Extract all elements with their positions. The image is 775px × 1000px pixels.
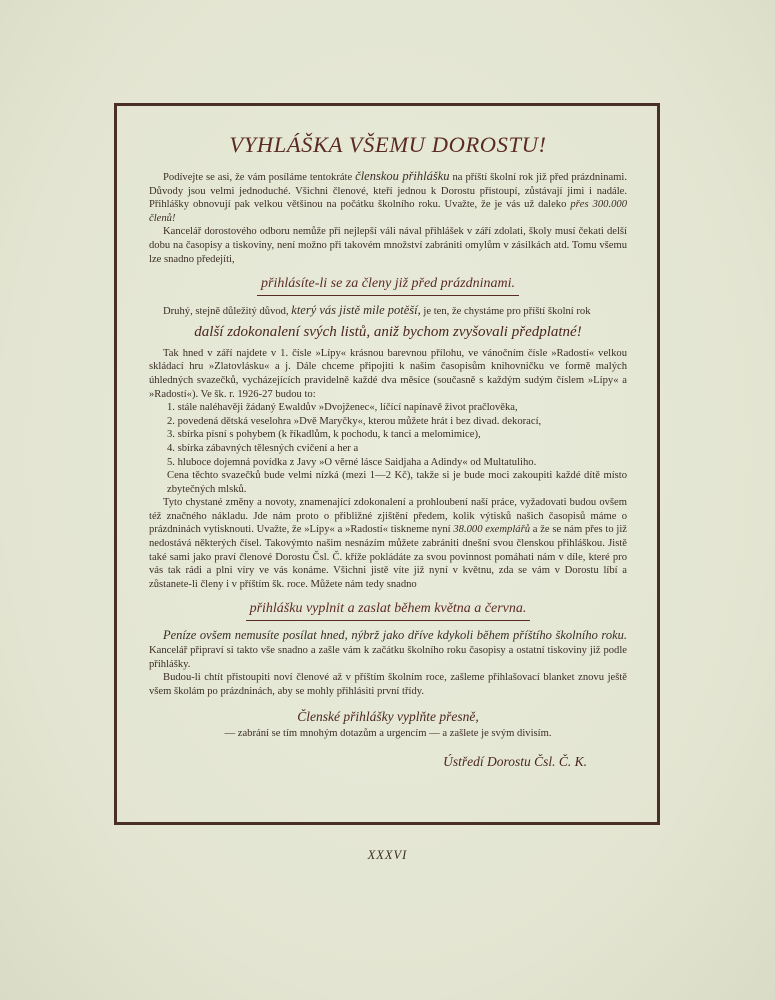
slogan-fill-and-send [149, 600, 627, 621]
slogan-3-text: přihlášku vyplnit a zaslat během května a června. [246, 600, 531, 621]
list-item: 5. hluboce dojemná povídka z Javy »O věrné lásce Saidjaha a Adindy« od Multatuliho. [167, 456, 537, 468]
paragraph-2: Kancelář dorostového odboru nemůže při nejlepší váli nával přihlášek v září zdolati, školy musí čekati delší dobu na časopisy a tiskoviny, není možno při takovém množství zabrániti omylům v zásilkách atd. Tomu všemu lze snadno předejíti, [149, 226, 627, 265]
list-item: 2. povedená dětská veselohra »Dvě Maryčky«, kterou můžete hrát i bez divad. dekorací, [167, 415, 542, 427]
paragraph-8: Budou-li chtít přistoupiti noví členové až v příštím školním roce, zašleme přihlašovací blanket znovu ještě všem školám po prázdninách, aby se mohly přihlásiti první třídy. [149, 672, 627, 697]
paragraph-6-a: Tyto chystané změny a novoty, znamenající zdokonalení a prohloubení naší práce, vyžadovati budou ovšem též značného nákladu. Jde nám proto o přibližné zjištění předem, kolik výtisků našich časopisů máme o prázdninách vytisknouti. Uvažte, že »Lípy« a »Radostí« tiskneme nyní [149, 497, 627, 536]
pleasant-reason-emphasis: který vás jistě mile potěší, [291, 303, 421, 318]
notice-body [149, 170, 627, 770]
paragraph-3-a: Druhý, stejně důležitý důvod, [163, 306, 292, 318]
notice-frame [114, 103, 660, 825]
slogan-1-text: přihlásíte-li se za členy již před prázdninami. [257, 275, 519, 296]
paragraph-3-c: je ten, že chystáme pro příští školní rok [420, 306, 591, 318]
notice-title: VYHLÁŠKA VŠEMU DOROSTU! [229, 132, 547, 157]
payment-emphasis: Peníze ovšem nemusíte posílat hned, nýbrž jako dříve kdykoli během příštího školního roku. [163, 628, 627, 643]
member-application-emphasis: členskou přihlášku [355, 169, 450, 183]
paragraph-1-c: na příští školní rok již před prázdninami. Důvody jsou velmi jednoduché. Všichni členové, kteří jednou k Dorostu přistoupí, zůstávají jimi i nadále. Přihlášky obnovují pak velkou většinou na počátku školního roku. Uvažte, že je vás už daleko [149, 172, 627, 211]
paragraph-5: Cena těchto svazečků bude velmi nízká (mezi 1—2 Kč), takže si je bude moci zakoupiti každé dítě místo zbytečných mlsků. [167, 470, 627, 495]
list-item: 1. stále naléhavěji žádaný Ewaldův »Dvojženec«, líčící napínavě život pračlověka, [167, 402, 518, 414]
booklet-list [149, 401, 627, 469]
fill-precisely-call: Členské přihlášky vyplňte přesně, [297, 709, 479, 725]
fill-precisely-subtext: — zabrání se tím mnohým dotazům a urgencím — a zašlete je svým divisím. [224, 728, 552, 740]
paragraph-1 [149, 170, 627, 225]
paragraph-6-c: a že se nám přes to již nedostává některých čísel. Takovýmto našim nesnázím můžete zabrániti dnešní svou členskou přihláškou. Jistě také sami jako praví členové Dorostu Čsl. Č. kříže pokládáte za svou povinnost pomáhati nám v díle, které pro vás tak rádi a plni víry ve vás konáme. Všichni jistě víte již nyní v květnu, zda se vám v Dorostu líbí a zůstanete-li členy i v příštím šk. roce. Můžete nám tedy snadno [149, 524, 628, 590]
paragraph-1-a: Podívejte se asi, že vám posíláme tentokráte [163, 172, 356, 183]
print-run-emphasis: 38.000 exemplářů [453, 524, 530, 536]
slogan-improvement: další zdokonalení svých listů, aniž bychom zvyšovali předplatné! [194, 323, 582, 340]
paragraph-3 [149, 304, 627, 319]
signature: Ústředí Dorostu Čsl. Č. K. [443, 754, 587, 769]
list-item: 3. sbírka písní s pohybem (k říkadlům, k pochodu, k tanci a melomimice), [167, 429, 481, 441]
paragraph-4: Tak hned v září najdete v 1. čísle »Lípy« krásnou barevnou přílohu, ve vánočním čísle »Radostí« velkou skládací hru »Zlatovlásku« a j. Dále chceme připojiti k našim časopisům knihovničku ve formě malých úhledných svazečků, vycházejících pravidelně každé dva měsíce (současně s každým sudým číslem »Lípy« a »Radostí«). Ve šk. r. 1926-27 budou to: [149, 347, 627, 400]
slogan-register-before-holidays [149, 275, 627, 296]
paragraph-7 [149, 629, 627, 671]
member-count-emphasis: přes 300.000 členů! [149, 199, 627, 224]
paragraph-7-b: Kancelář připraví si takto vše snadno a zašle vám k začátku školního roku časopisy a ostatní tiskoviny již podle přihlášky. [149, 645, 627, 670]
list-item: 4. sbírka zábavných tělesných cvičení a her a [167, 442, 359, 454]
page-number: XXXVI [367, 848, 408, 862]
paragraph-6 [149, 496, 627, 591]
